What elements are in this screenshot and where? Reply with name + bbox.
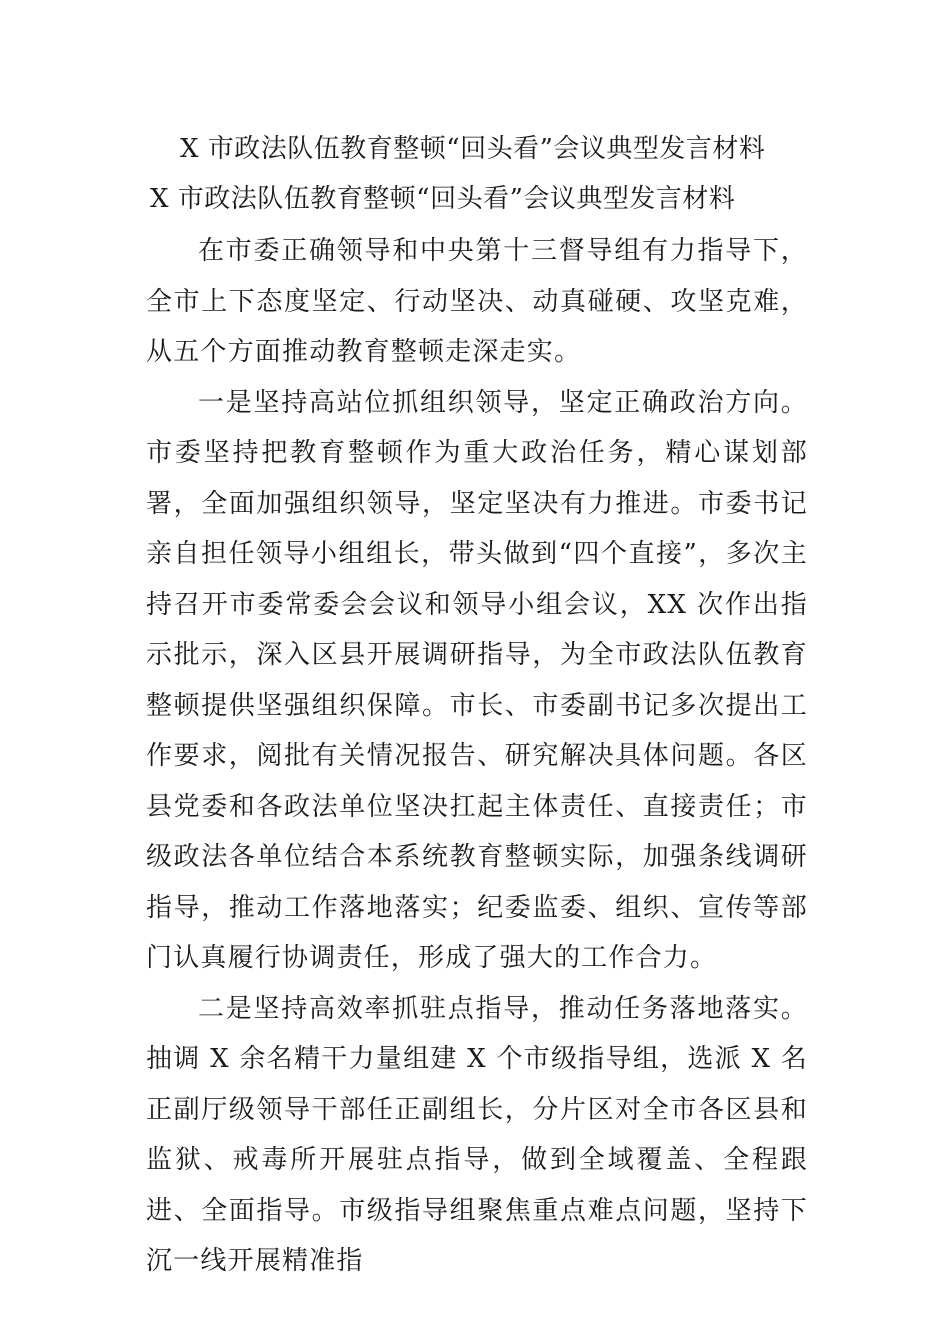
- paragraph-station-guidance: 二是坚持高效率抓驻点指导，推动任务落地落实。抽调 X 余名精干力量组建 X 个市级指导组，选派 X 名正副厅级领导干部任正副组长，分片区对全市各区县和监狱、戒毒所开展驻点指导，做到全域覆盖、全程跟进、全面指导。市级指导组聚焦重点难点问题，坚持下沉一线开展精准指: [146, 993, 808, 1276]
- document-title-repeat: X 市政法队伍教育整顿“回头看”会议典型发言材料: [150, 184, 736, 214]
- paragraph-organization-leadership: 一是坚持高站位抓组织领导，坚定正确政治方向。市委坚持把教育整顿作为重大政治任务，精心谋划部署，全面加强组织领导，坚定坚决有力推进。市委书记亲自担任领导小组组长，带头做到“四个直接”，多次主持召开市委常委会会议和领导小组会议，XX 次作出指示批示，深入区县开展调研指导，为全市政法队伍教育整顿提供坚强组织保障。市长、市委副书记多次提出工作要求，阅批有关情况报告、研究解决具体问题。各区县党委和各政法单位坚决扛起主体责任、直接责任；市级政法各单位结合本系统教育整顿实际，加强条线调研指导，推动工作落地落实；纪委监委、组织、宣传等部门认真履行协调责任，形成了强大的工作合力。: [146, 387, 808, 973]
- document-body: [146, 226, 808, 1287]
- document-title: X 市政法队伍教育整顿“回头看”会议典型发言材料: [180, 134, 766, 164]
- paragraph-intro: 在市委正确领导和中央第十三督导组有力指导下，全市上下态度坚定、行动坚决、动真碰硬、攻坚克难，从五个方面推动教育整顿走深走实。: [146, 236, 808, 367]
